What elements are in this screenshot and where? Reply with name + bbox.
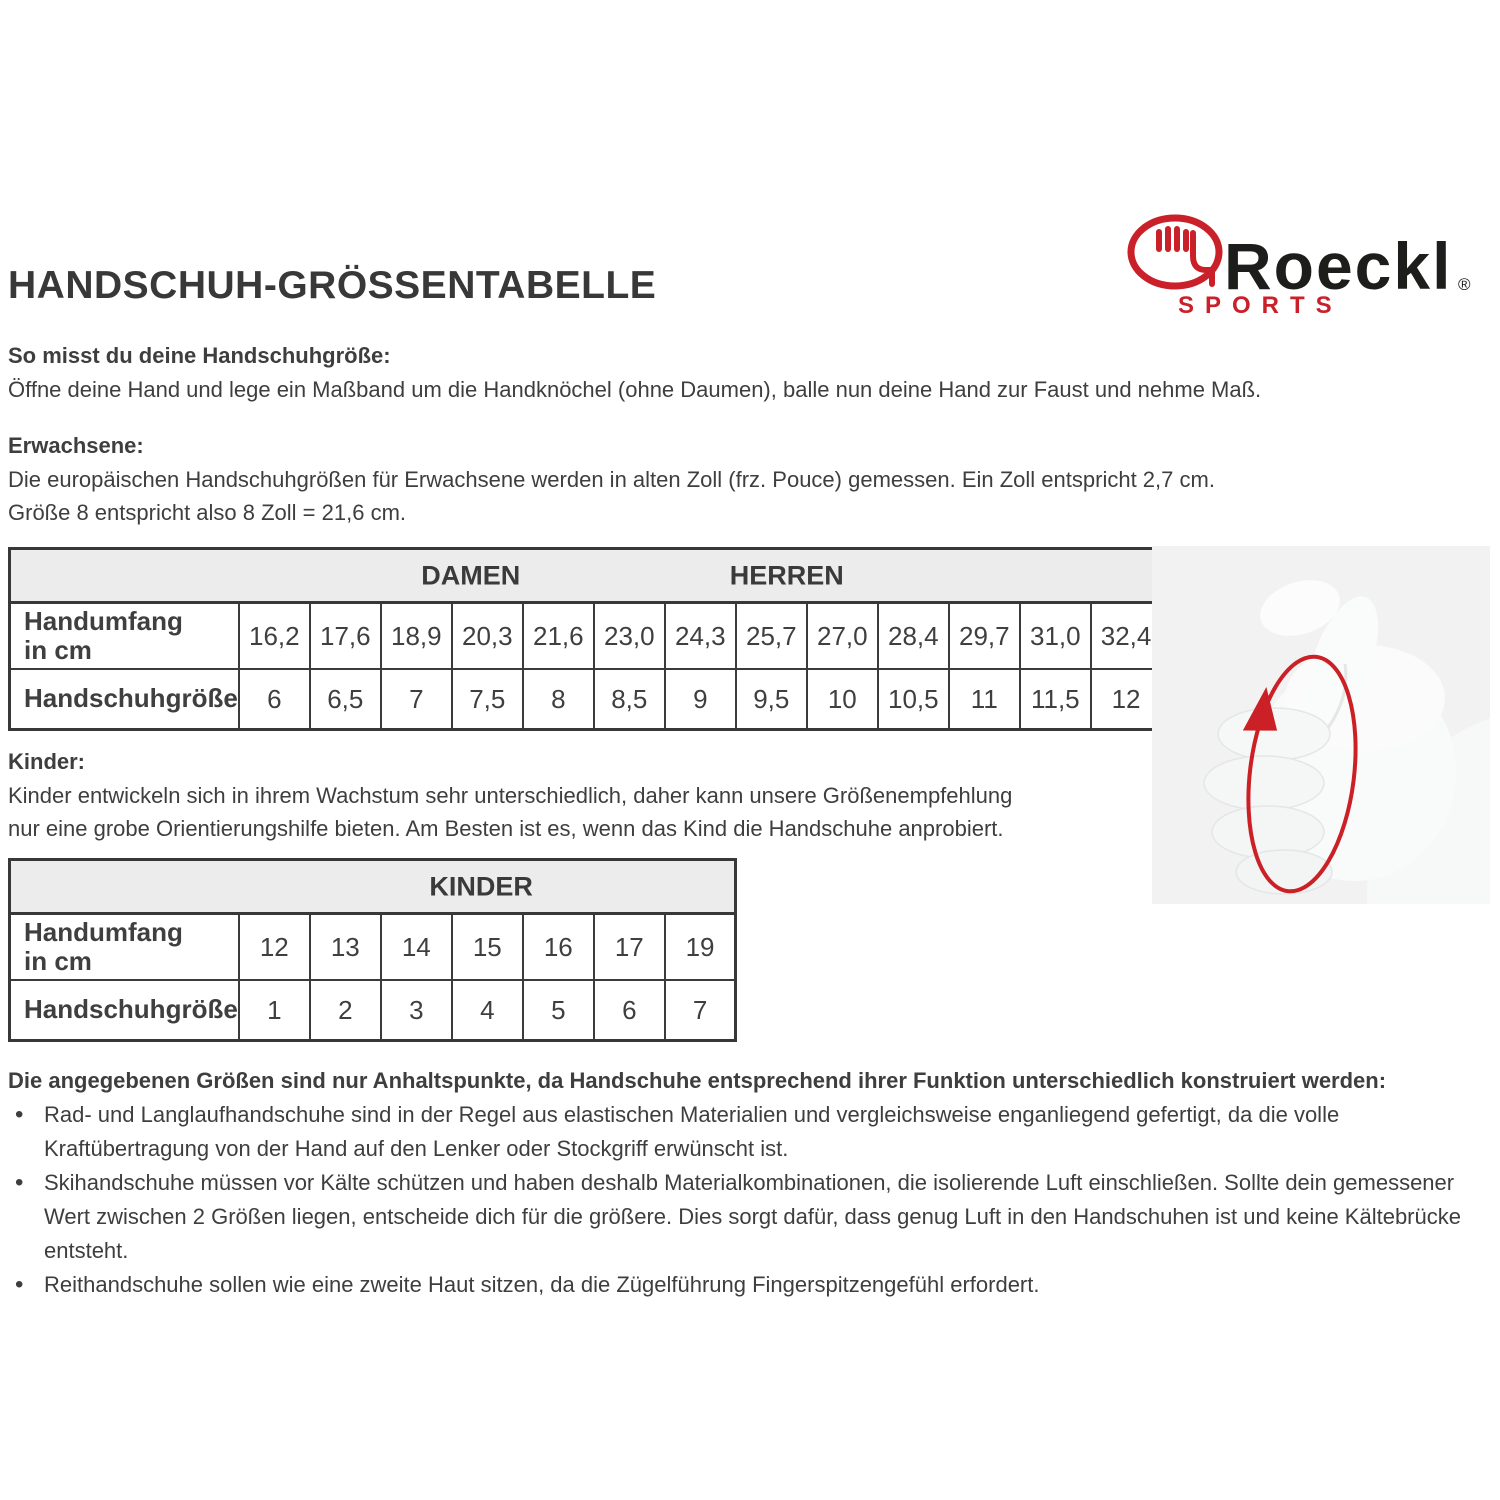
notes-heading: Die angegebenen Größen sind nur Anhaltspunkte, da Handschuhe entsprechend ihrer Funktion unterschiedlich konstruiert werden: xyxy=(8,1068,1387,1093)
circumference-value-cell: 17 xyxy=(594,914,665,981)
size-value-cell: 7 xyxy=(381,669,452,730)
circumference-row-label xyxy=(10,914,239,981)
size-value-cell: 7 xyxy=(665,980,736,1041)
circumference-value-cell: 21,6 xyxy=(523,603,594,670)
size-value-cell: 9 xyxy=(665,669,736,730)
circumference-value-cell: 23,0 xyxy=(594,603,665,670)
kids-size-row xyxy=(10,980,736,1041)
circumference-value-cell: 15 xyxy=(452,914,523,981)
circumference-value-cell: 12 xyxy=(239,914,310,981)
circumference-value-cell: 25,7 xyxy=(736,603,807,670)
note-item-riding: • Reithandschuhe sollen wie eine zweite Haut sitzen, da die Zügelführung Fingerspitzengefühl erfordert. xyxy=(8,1268,1490,1302)
size-row-label: Handschuhgröße xyxy=(10,980,239,1041)
adults-text-line2: Größe 8 entspricht also 8 Zoll = 21,6 cm. xyxy=(8,500,407,525)
roeckl-logo xyxy=(1126,214,1492,316)
measure-intro-heading: So misst du deine Handschuhgröße: xyxy=(8,343,391,368)
circumference-value-cell: 28,4 xyxy=(878,603,949,670)
size-value-cell: 6 xyxy=(594,980,665,1041)
size-value-cell: 6 xyxy=(239,669,310,730)
circumference-value-cell: 32,4 xyxy=(1091,603,1162,670)
circumference-value-cell: 31,0 xyxy=(1020,603,1091,670)
notes-section xyxy=(8,1064,1490,1302)
size-value-cell: 11,5 xyxy=(1020,669,1091,730)
kids-size-table xyxy=(8,858,737,1042)
herren-group-label: HERREN xyxy=(729,560,844,590)
notes-list xyxy=(8,1098,1490,1302)
measure-intro-section xyxy=(8,339,1261,406)
kids-table-header-cell xyxy=(10,860,736,914)
adults-section xyxy=(8,429,1215,530)
kids-heading: Kinder: xyxy=(8,749,85,774)
size-value-cell: 8 xyxy=(523,669,594,730)
circumference-value-cell: 24,3 xyxy=(665,603,736,670)
damen-group-label: DAMEN xyxy=(421,560,521,590)
adult-table-header-row xyxy=(10,549,1162,603)
size-value-cell: 1 xyxy=(239,980,310,1041)
circumference-value-cell: 16,2 xyxy=(239,603,310,670)
kids-table-header-row xyxy=(10,860,736,914)
kids-section xyxy=(8,745,1012,846)
size-value-cell: 7,5 xyxy=(452,669,523,730)
circumference-row-label xyxy=(10,603,239,670)
size-value-cell: 5 xyxy=(523,980,594,1041)
circumference-value-cell: 13 xyxy=(310,914,381,981)
circumference-label-line1: Handumfang xyxy=(24,605,183,636)
adults-text-line1: Die europäischen Handschuhgrößen für Erwachsene werden in alten Zoll (frz. Pouce) gemessen. Ein Zoll entspricht 2,7 cm. xyxy=(8,466,1215,492)
size-value-cell: 10 xyxy=(807,669,878,730)
size-value-cell: 9,5 xyxy=(736,669,807,730)
note-item-cycling: • Rad- und Langlaufhandschuhe sind in der Regel aus elastischen Materialien und vergleichsweise enganliegend gefertigt, da die volle Kraftübertragung von der Hand auf den Lenker oder Stockgriff erwünscht ist. xyxy=(8,1098,1490,1166)
adult-size-row xyxy=(10,669,1162,730)
adults-heading: Erwachsene: xyxy=(8,433,144,458)
measure-intro-text: Öffne deine Hand und lege ein Maßband um die Handknöchel (ohne Daumen), balle nun deine Hand zur Faust und nehme Maß. xyxy=(8,376,1262,402)
glove-oval-icon xyxy=(1131,218,1219,286)
circumference-label-line1: Handumfang xyxy=(24,916,183,947)
adult-table-header-cell xyxy=(10,549,1162,603)
circumference-value-cell: 29,7 xyxy=(949,603,1020,670)
kids-text-line1: Kinder entwickeln sich in ihrem Wachstum sehr unterschiedlich, daher kann unsere Größenempfehlung xyxy=(8,782,1013,808)
page-title: HANDSCHUH-GRÖSSENTABELLE xyxy=(8,264,657,307)
size-value-cell: 2 xyxy=(310,980,381,1041)
adult-circumference-row xyxy=(10,603,1162,670)
circumference-value-cell: 19 xyxy=(665,914,736,981)
size-value-cell: 6,5 xyxy=(310,669,381,730)
size-value-cell: 4 xyxy=(452,980,523,1041)
hand-photo xyxy=(1152,546,1490,904)
sports-wordmark: SPORTS xyxy=(1178,292,1343,316)
size-value-cell: 8,5 xyxy=(594,669,665,730)
circumference-value-cell: 17,6 xyxy=(310,603,381,670)
kids-text-line2: nur eine grobe Orientierungshilfe bieten. Am Besten ist es, wenn das Kind die Handschuhe anprobiert. xyxy=(8,816,1004,841)
size-value-cell: 10,5 xyxy=(878,669,949,730)
circumference-value-cell: 20,3 xyxy=(452,603,523,670)
hand-measure-figure xyxy=(1152,546,1490,904)
size-value-cell: 3 xyxy=(381,980,452,1041)
circumference-label-line2: in cm xyxy=(24,946,92,976)
brand-wordmark: Roeckl xyxy=(1224,229,1453,303)
circumference-value-cell: 18,9 xyxy=(381,603,452,670)
kinder-group-label: KINDER xyxy=(429,871,533,901)
adult-size-table xyxy=(8,547,1163,731)
size-value-cell: 12 xyxy=(1091,669,1162,730)
roeckl-logo-graphic xyxy=(1126,214,1492,316)
circumference-value-cell: 16 xyxy=(523,914,594,981)
circumference-value-cell: 14 xyxy=(381,914,452,981)
circumference-label-line2: in cm xyxy=(24,635,92,665)
registered-mark: ® xyxy=(1458,275,1471,294)
size-value-cell: 11 xyxy=(949,669,1020,730)
kids-circumference-row xyxy=(10,914,736,981)
circumference-value-cell: 27,0 xyxy=(807,603,878,670)
note-item-ski: • Skihandschuhe müssen vor Kälte schützen und haben deshalb Materialkombinationen, die isolierende Luft einschließen. Sollte dein gemessener Wert zwischen 2 Größen liegen, entscheide dich für die größere. Dies sorgt dafür, dass genug Luft in den Handschuhen ist und keine Kältebrücke entsteht. xyxy=(8,1166,1490,1268)
size-row-label: Handschuhgröße xyxy=(10,669,239,730)
